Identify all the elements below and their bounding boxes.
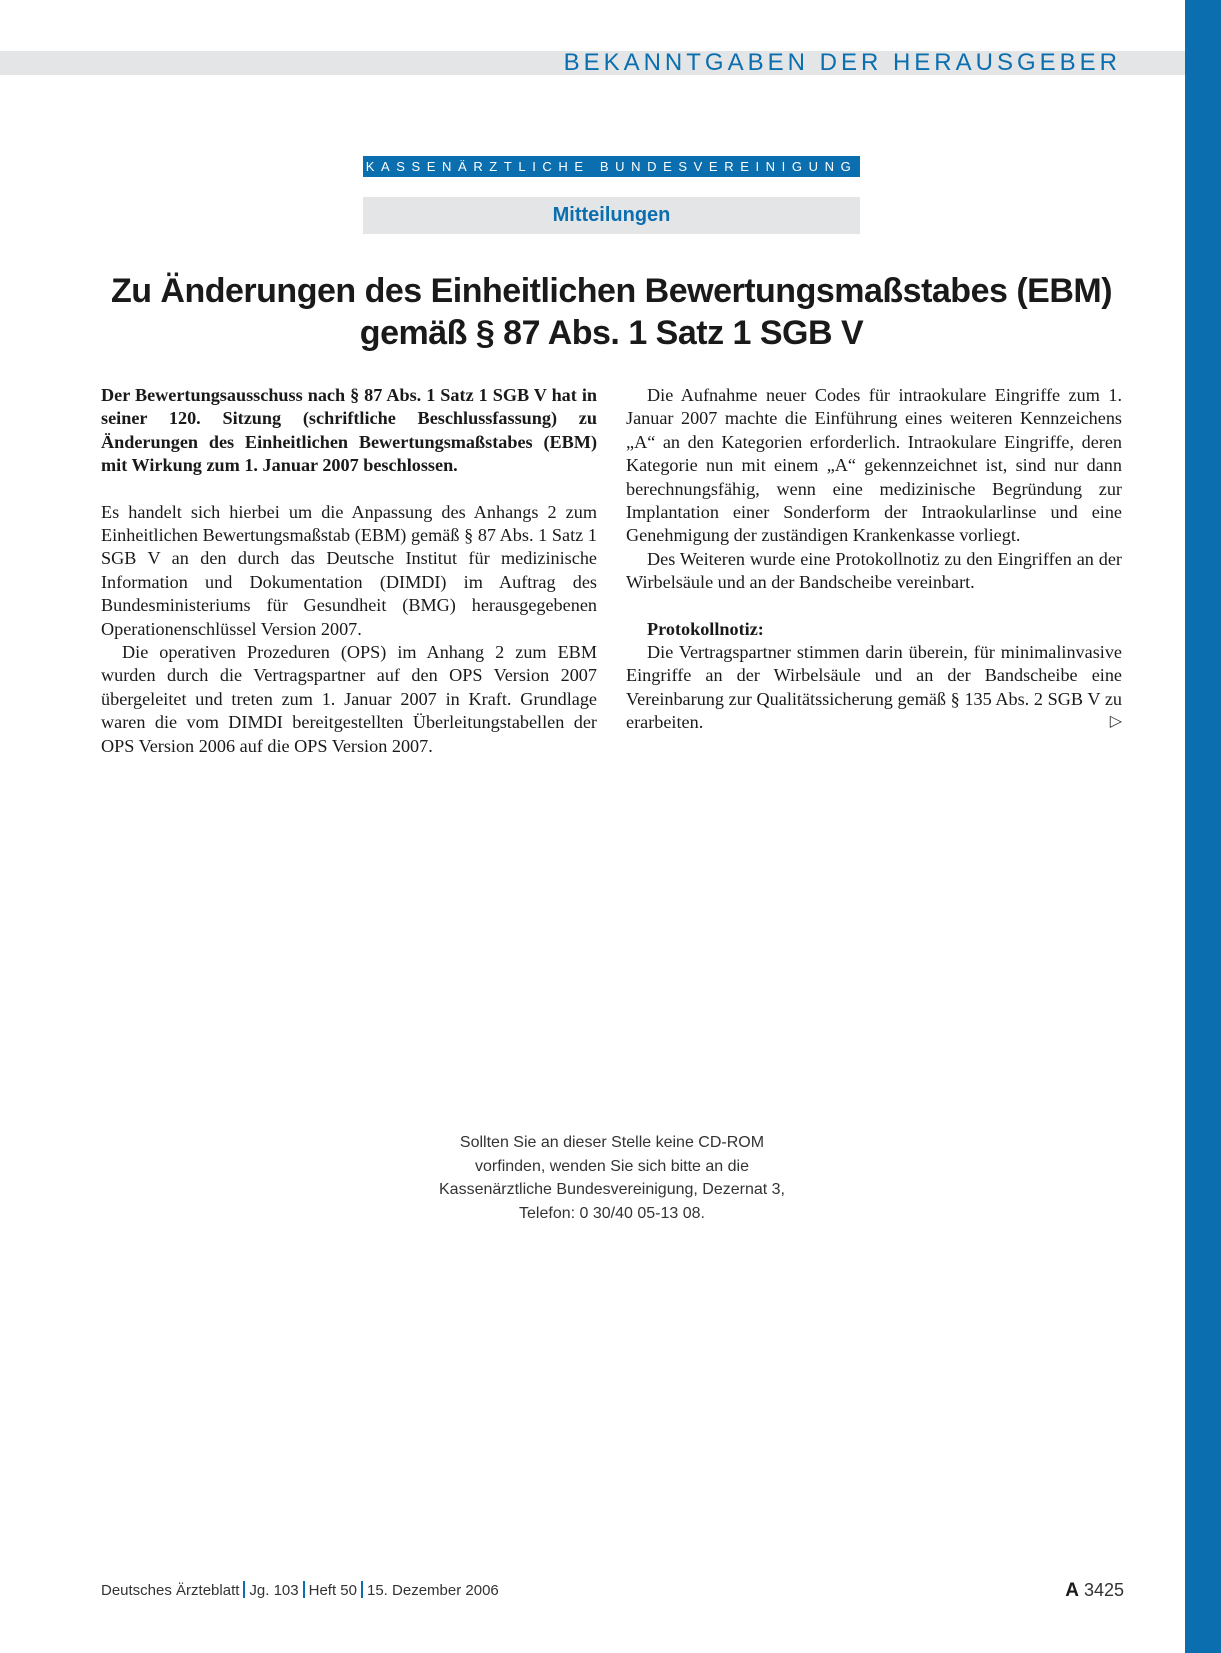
cd-note-line-1: Sollten Sie an dieser Stelle keine CD-ROM — [459, 1134, 765, 1151]
cd-note-line-3: Kassenärztliche Bundesvereinigung, Dezernat 3, — [439, 1181, 785, 1198]
footer-separator — [303, 1581, 305, 1598]
protocol-text: Die Vertragspartner stimmen darin überein, für minimalinvasive Eingriffe an der Wirbelsäule und an der Bandscheibe eine Vereinbarung zur Qualitätssicherung gemäß § 135 Abs. 2 SGB V zu erarbeiten. — [626, 642, 1122, 733]
journal-volume: Jg. 103 — [249, 1582, 299, 1599]
journal-date: 15. Dezember 2006 — [367, 1582, 499, 1599]
page-number-value: 3425 — [1083, 1580, 1124, 1600]
section-header: BEKANNTGABEN DER HERAUSGEBER — [563, 49, 1121, 76]
title-line-1: Zu Änderungen des Einheitlichen Bewertungsmaßstabes (EBM) — [110, 272, 1113, 310]
page-number — [1065, 1579, 1124, 1602]
lead-paragraph: Der Bewertungsausschuss nach § 87 Abs. 1 Satz 1 SGB V hat in seiner 120. Sitzung (schriftliche Beschlussfassung) zu Änderungen des Einheitlichen Bewertungsmaßstabes (EBM) mit Wirkung zum 1. Januar 2007 beschlossen. — [101, 385, 597, 476]
footer-citation — [101, 1581, 499, 1601]
article-title — [100, 270, 1123, 354]
category-banner: Mitteilungen — [363, 197, 860, 234]
journal-name: Deutsches Ärzteblatt — [101, 1582, 240, 1599]
footer-separator — [361, 1581, 363, 1598]
edge-color-bar — [1185, 0, 1221, 1653]
protocol-heading: Protokollnotiz: — [647, 618, 764, 639]
journal-issue: Heft 50 — [308, 1582, 357, 1599]
cd-rom-notice — [400, 1131, 824, 1225]
body-paragraph-1: Es handelt sich hierbei um die Anpassung des Anhangs 2 zum Einheitlichen Bewertungsmaßstab (EBM) gemäß § 87 Abs. 1 Satz 1 SGB V an den durch das Deutsche Institut für medizinische Information und Dokumentation (DIMDI) im Auftrag des Bundesministeriums für Gesundheit (BMG) herausgegebenen Operationenschlüssel Version 2007. — [101, 501, 597, 639]
body-paragraph-3: Die Aufnahme neuer Codes für intraokulare Eingriffe zum 1. Januar 2007 machte die Einführung eines weiteren Kennzeichens „A“ an den Kategorien erforderlich. Intraokulare Eingriffe, deren Kategorie nun mit einem „A“ gekennzeichnet ist, sind nur dann berechnungsfähig, wenn eine medizinische Begründung zur Implantation einer Sonderform der Intraokularlinse und eine Genehmigung der zuständigen Krankenkasse vorliegt. — [626, 385, 1122, 546]
footer-separator — [243, 1581, 245, 1598]
right-column — [626, 384, 1122, 735]
left-column — [101, 384, 597, 758]
body-paragraph-4: Des Weiteren wurde eine Protokollnotiz zu den Eingriffen an der Wirbelsäule und an der Bandscheibe vereinbart. — [626, 548, 1122, 593]
continue-arrow-icon: ▷ — [1109, 711, 1122, 731]
organization-banner: KASSENÄRZTLICHE BUNDESVEREINIGUNG — [363, 156, 860, 177]
title-line-2: gemäß § 87 Abs. 1 Satz 1 SGB V — [359, 314, 864, 352]
cd-note-line-2: vorfinden, wenden Sie sich bitte an die — [475, 1157, 749, 1175]
protocol-paragraph — [626, 641, 1122, 735]
page-prefix: A — [1065, 1580, 1079, 1601]
cd-note-line-4: Telefon: 0 30/40 05-13 08. — [519, 1204, 705, 1222]
body-paragraph-2: Die operativen Prozeduren (OPS) im Anhang 2 zum EBM wurden durch die Vertragspartner auf den OPS Version 2007 übergeleitet und treten zum 1. Januar 2007 in Kraft. Grundlage waren die vom DIMDI bereitgestellten Überleitungstabellen der OPS Version 2006 auf die OPS Version 2007. — [101, 642, 597, 756]
